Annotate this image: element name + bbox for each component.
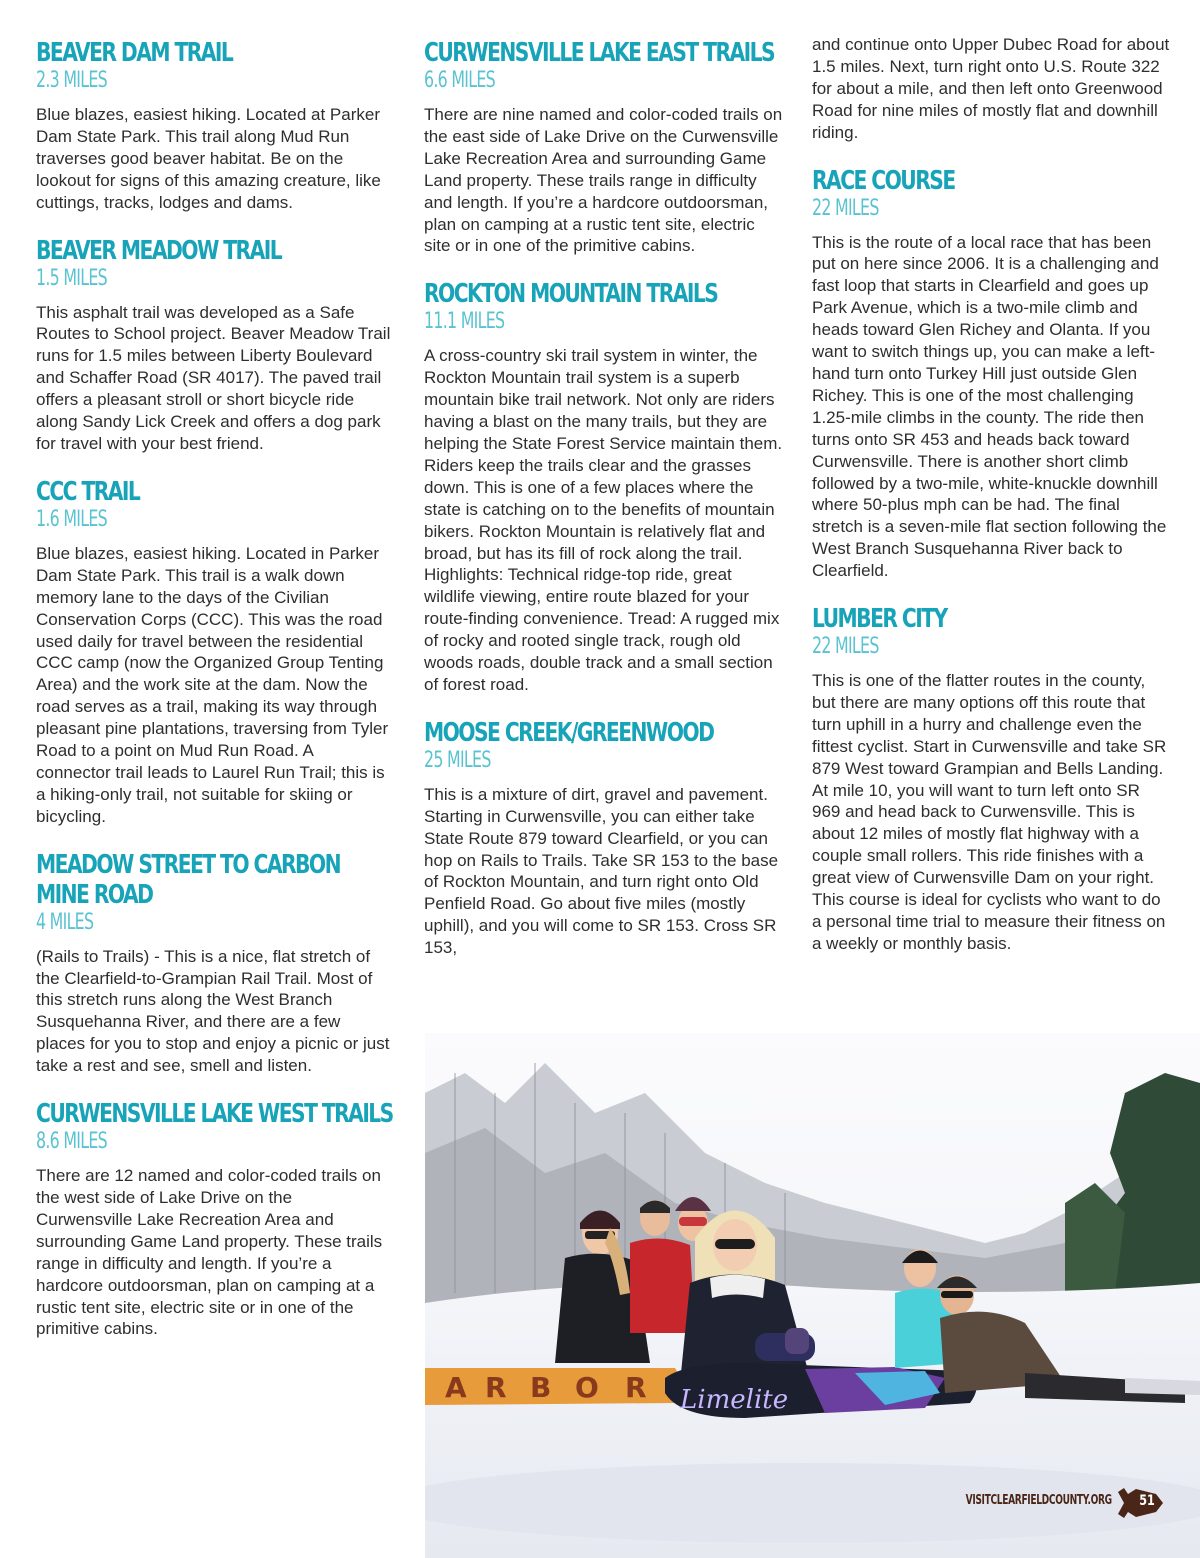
trail-title: LUMBER CITY [812, 604, 947, 635]
trail-description: Blue blazes, easiest hiking. Located in Parker Dam State Park. This trail is a walk down memory lane to the days of the Civilian Conservation Corps (CCC). This was the road used daily for travel between the residential CCC camp (now the Organized Group Tenting Area) and the work site at the dam. Now the road serves as a trail, making its way through pleasant pine plantations, traversing from Tyler Road to a point on Mud Run Road. A connector trail leads to Laurel Run Trail; this is a hiking-only trail, not suitable for skiing or bicycling. [36, 543, 389, 826]
trail-description: There are nine named and color-coded trails on the east side of Lake Drive on the Curwensville Lake Recreation Area and surrounding Game Land property. These trails range in difficulty and length. If you’re a hardcore outdoorsman, plan on camping at a rustic tent site, electric site or in one of the primitive cabins. [424, 105, 783, 256]
trail-distance: 22 MILES [812, 195, 879, 221]
trail-title: CURWENSVILLE LAKE EAST TRAILS [424, 38, 775, 68]
trail-section-curwensville-east [424, 38, 784, 257]
trail-distance: 11.1 MILES [424, 309, 505, 335]
svg-text:O: O [575, 1371, 599, 1404]
trail-distance: 25 MILES [424, 747, 491, 773]
trail-title: BEAVER MEADOW TRAIL [36, 235, 282, 266]
column-right [812, 0, 1172, 977]
trail-description: There are 12 named and color-coded trails on the west side of Lake Drive on the Curwensville Lake Recreation Area and surrounding Game Land property. These trails range in difficulty and length. If you’re a hardcore outdoorsman, plan on camping at a rustic tent site, electric site or in one of the primitive cabins. [36, 1166, 383, 1339]
trail-description: This is a mixture of dirt, gravel and pavement. Starting in Curwensville, you can either take State Route 879 toward Clearfield, or you can hop on Rails to Trails. Take SR 153 to the base of Rockton Mountain, and turn right onto Old Penfield Road. Go about five miles (mostly uphill), and you will come to SR 153. Cross SR 153, [424, 784, 779, 958]
column-left [36, 0, 392, 1362]
trail-distance: 22 MILES [812, 634, 879, 660]
trail-section-beaver-dam [36, 38, 392, 214]
trail-distance: 4 MILES [36, 909, 94, 935]
trail-section-lumber-city [812, 604, 1172, 955]
trail-description: This is the route of a local race that has been put on here since 2006. It is a challenging and fast loop that starts in Clearfield and goes up Park Avenue, which is a two-mile climb and heads toward Glen Richey and Olanta. If you want to switch things up, you can make a left-hand turn onto Turkey Hill just outside Glen Richey. This is one of the most challenging 1.25-mile climbs in the county. The ride then turns onto SR 453 and heads back toward Curwensville. There is another short climb followed by a two-mile, white-knuckle downhill where 50-plus mph can be had. The final stretch is a seven-mile flat section following the West Branch Susquehanna River back to Clearfield. [812, 232, 1167, 581]
trail-description-continued: and continue onto Upper Dubec Road for about 1.5 miles. Next, turn right onto U.S. Route 322 for about a mile, and then left onto Greenwood Road for nine miles of mostly flat and downhill riding. [812, 35, 1170, 142]
trail-title: ROCKTON MOUNTAIN TRAILS [424, 279, 718, 310]
trail-title: MEADOW STREET TO CARBON MINE ROAD [36, 849, 341, 910]
trail-distance: 8.6 MILES [36, 1129, 107, 1155]
trail-section-meadow-street [36, 850, 392, 1077]
trail-section-moose-creek [424, 718, 784, 959]
trail-section-ccc [36, 477, 392, 828]
snowboarders-photo [425, 1033, 1200, 1558]
trail-distance: 1.5 MILES [36, 265, 107, 291]
trail-description: This asphalt trail was developed as a Safe Routes to School project. Beaver Meadow Trail runs for 1.5 miles between Liberty Boulevard and Schaffer Road (SR 4017). The paved trail offers a pleasant stroll or short bicycle ride along Sandy Lick Creek and offers a dog park for travel with your best friend. [36, 302, 391, 453]
column-middle [424, 0, 784, 981]
snowboarders-illustration [425, 1033, 1200, 1558]
svg-text:B: B [530, 1371, 552, 1404]
page-number: 51 [1139, 1493, 1155, 1509]
trail-title: CCC TRAIL [36, 476, 140, 507]
trail-title: RACE COURSE [812, 165, 955, 196]
trail-description: A cross-country ski trail system in winter, the Rockton Mountain trail system is a superb mountain bike trail network. Not only are riders having a blast on the many trails, but they are helping the State Forest Service maintain them. Riders keep the trails clear and the grasses down. This is one of a few places where the state is catching on to the benefits of mountain bikers. Rockton Mountain is relatively flat and broad, but has its fill of rock along the trail. Highlights: Technical ridge-top ride, great wildlife viewing, entire route blazed for your route-finding convenience. Tread: A rugged mix of rocky and rooted single track, rough old woods roads, double track and a small section of forest road. [424, 346, 783, 694]
trail-description: Blue blazes, easiest hiking. Located at Parker Dam State Park. This trail along Mud Run traverses good beaver habitat. Be on the lookout for signs of this amazing creature, like cuttings, tracks, lodges and dams. [36, 105, 381, 212]
trail-description: This is one of the flatter routes in the county, but there are many options off this route that turn uphill in a hurry and challenge even the fittest cyclist. Start in Curwensville and take SR 879 West toward Grampian and Bells Landing. At mile 10, you will want to turn left onto SR 969 and head back to Curwensville. This is about 12 miles of mostly flat highway with a couple small rollers. This ride finishes with a great view of Curwensville Dam on your right. This course is ideal for cyclists who want to do a personal time trial to measure their fitness on a weekly or monthly basis. [812, 671, 1167, 953]
trail-distance: 1.6 MILES [36, 506, 107, 532]
trail-section-race-course [812, 166, 1172, 583]
trail-section-curwensville-west [36, 1099, 392, 1340]
svg-text:R: R [485, 1371, 507, 1404]
trail-section-rockton-mountain [424, 279, 784, 696]
svg-text:R: R [625, 1371, 647, 1404]
trail-section-moose-creek-continued [812, 34, 1172, 144]
trail-description: (Rails to Trails) - This is a nice, flat stretch of the Clearfield-to-Grampian Rail Trail. Most of this stretch runs along the West Branch Susquehanna River, and there are a few places for you to stop and enjoy a picnic or just take a rest and see, smell and listen. [36, 946, 390, 1076]
trail-title: MOOSE CREEK/GREENWOOD [424, 717, 714, 748]
website-url: VISITCLEARFIELDCOUNTY.ORG [965, 1493, 1112, 1508]
trail-distance: 6.6 MILES [424, 68, 495, 93]
trail-distance: 2.3 MILES [36, 68, 107, 93]
trail-title: CURWENSVILLE LAKE WEST TRAILS [36, 1099, 393, 1130]
trail-section-beaver-meadow [36, 236, 392, 455]
trail-title: BEAVER DAM TRAIL [36, 38, 233, 68]
limelite-logo: Limelite [680, 1385, 789, 1415]
svg-text:A: A [445, 1371, 467, 1404]
